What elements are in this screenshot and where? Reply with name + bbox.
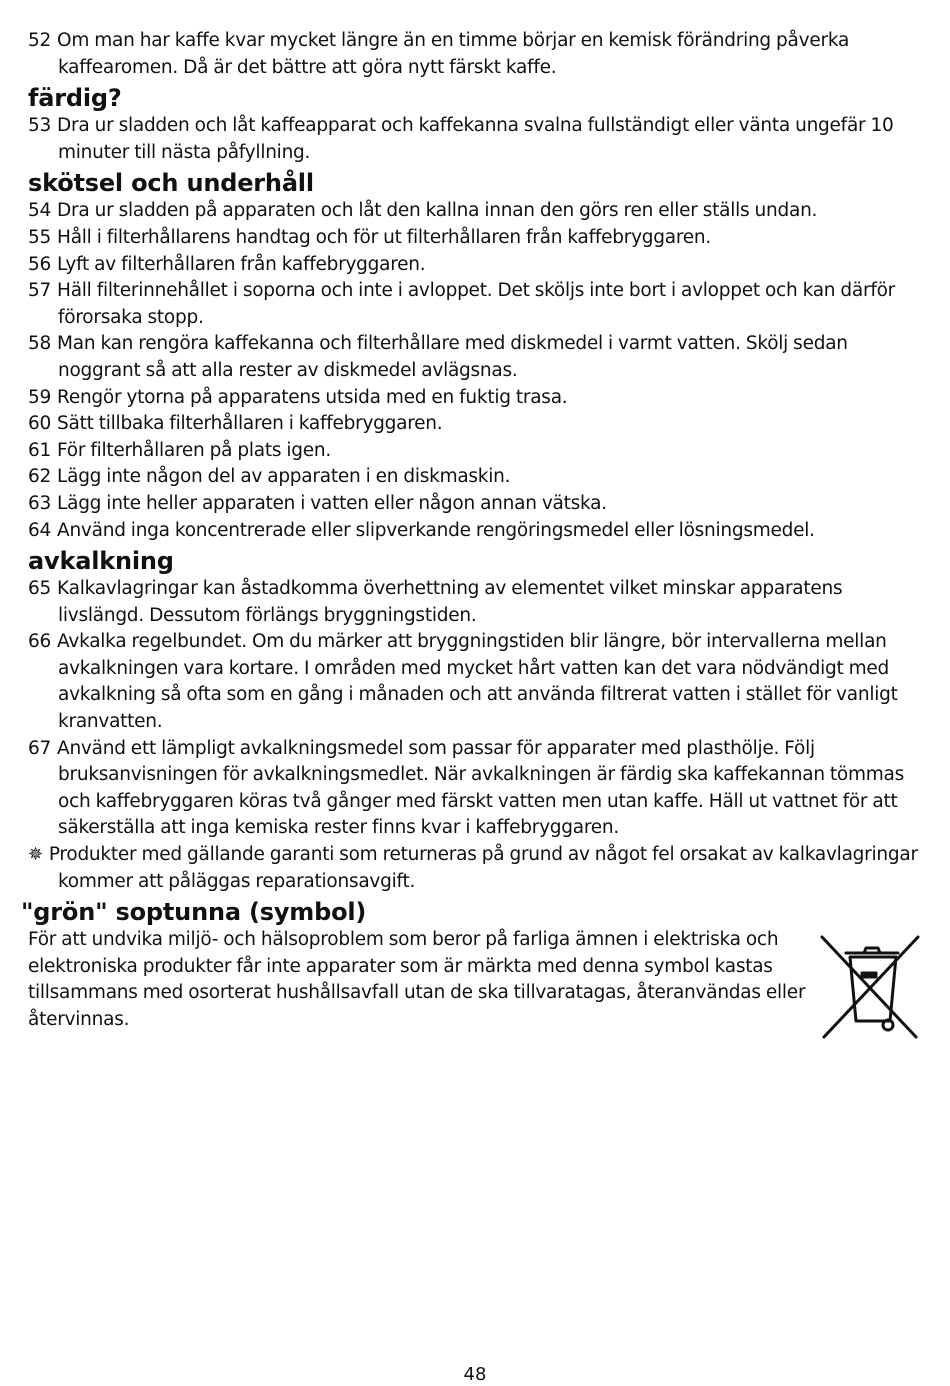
item-number: 56: [28, 253, 52, 275]
list-item-57: [28, 278, 923, 331]
item-number: 54: [28, 200, 52, 222]
item-number: 60: [28, 413, 52, 435]
section-care: [28, 168, 923, 544]
item-number: 53: [28, 115, 52, 137]
item-text: Rengör ytorna på apparatens utsida med en fuktig trasa.: [57, 386, 568, 408]
section-freshness: [28, 28, 923, 81]
weee-text: För att undvika miljö- och hälsoproblem som beror på farliga ämnen i elektriska och elektroniska produkter får inte apparater som är märkta med denna symbol kastas tillsammans med osorterat hushållsavfall utan de ska tillvaratagas, återanvändas eller återvinnas.: [28, 929, 806, 1030]
item-number: 64: [28, 519, 52, 541]
item-number: 58: [28, 333, 52, 355]
item-number: 57: [28, 280, 52, 302]
heading-done: färdig?: [28, 84, 122, 113]
document-page: [21, 28, 923, 1034]
page-number: 48: [463, 1364, 487, 1385]
item-number: 67: [28, 737, 52, 759]
item-text: Kalkavlagringar kan åstadkomma överhettning av elementet vilket minskar apparatens livslängd. Dessutom förlängs bryggningstiden.: [57, 578, 843, 626]
item-text: Använd ett lämpligt avkalkningsmedel som passar för apparater med plasthölje. Följ bruksanvisningen för avkalkningsmedlet. När avkalkningen är färdig ska kaffekannan tömmas och kaffebryggaren köras två gånger med färskt vatten men utan kaffe. Häll ut vattnet för att säkerställa att inga kemiska rester finns kvar i kaffebryggaren.: [57, 737, 905, 839]
heading-weee: "grön" soptunna (symbol): [21, 898, 367, 927]
item-text: Lägg inte heller apparaten i vatten eller någon annan vätska.: [57, 492, 607, 514]
list-item-58: [28, 331, 923, 384]
item-number: 55: [28, 226, 52, 248]
item-text: Lägg inte någon del av apparaten i en diskmaskin.: [57, 466, 511, 488]
list-item-66: [28, 629, 923, 735]
item-text: Lyft av filterhållaren från kaffebryggaren.: [57, 253, 426, 275]
list-item-54: [28, 198, 923, 225]
item-number: 59: [28, 386, 52, 408]
item-text: Man kan rengöra kaffekanna och filterhållare med diskmedel i varmt vatten. Skölj sedan noggrant så att alla rester av diskmedel avlägsnas.: [57, 333, 848, 381]
list-item-65: [28, 576, 923, 629]
list-item-63: [28, 491, 923, 518]
heading-descaling: avkalkning: [28, 547, 174, 576]
item-text: Håll i filterhållarens handtag och för ut filterhållaren från kaffebryggaren.: [57, 226, 712, 248]
list-item-59: [28, 385, 923, 412]
list-item-62: [28, 464, 923, 491]
starburst-icon: ✵: [28, 844, 43, 866]
list-item-67: [28, 736, 923, 842]
item-text: Om man har kaffe kvar mycket längre än en timme börjar en kemisk förändring påverka kaffearomen. Då är det bättre att göra nytt färskt kaffe.: [57, 30, 850, 78]
section-descaling: [28, 546, 923, 895]
item-text: För filterhållaren på plats igen.: [57, 439, 331, 461]
list-item-55: [28, 225, 923, 252]
item-text: Dra ur sladden och låt kaffeapparat och kaffekanna svalna fullständigt eller vänta ungefär 10 minuter till nästa påfyllning.: [57, 115, 894, 163]
item-number: 65: [28, 578, 52, 600]
item-number: 52: [28, 30, 52, 51]
item-text: Häll filterinnehållet i soporna och inte i avloppet. Det sköljs inte bort i avloppet och kan därför förorsaka stopp.: [57, 280, 896, 328]
list-item-64: [28, 518, 923, 545]
heading-care: skötsel och underhåll: [28, 169, 314, 198]
item-number: 62: [28, 466, 52, 488]
list-item-60: [28, 411, 923, 438]
list-item-52: [28, 28, 923, 81]
item-text: Dra ur sladden på apparaten och låt den kallna innan den görs ren eller ställs undan.: [57, 200, 818, 222]
note-text: Produkter med gällande garanti som returneras på grund av något fel orsakat av kalkavlagringar kommer att påläggas reparationsavgift.: [48, 844, 918, 892]
section-weee: [21, 897, 923, 1033]
section-done: [28, 83, 923, 166]
list-item-56: [28, 252, 923, 279]
item-number: 61: [28, 439, 52, 461]
list-item-61: [28, 438, 923, 465]
item-number: 66: [28, 631, 52, 653]
item-text: Sätt tillbaka filterhållaren i kaffebryggaren.: [57, 413, 443, 435]
item-text: Avkalka regelbundet. Om du märker att bryggningstiden blir längre, bör intervallerna mellan avkalkningen vara kortare. I områden med mycket hårt vatten kan det vara nödvändigt med avkalkning så ofta som en gång i månaden och att använda filtrerat vatten i stället för vanligt kranvatten.: [57, 631, 898, 733]
warranty-note: [28, 842, 923, 895]
list-item-53: [28, 113, 923, 166]
crossed-out-wheelie-bin-icon: [818, 933, 922, 1045]
item-number: 63: [28, 492, 52, 514]
item-text: Använd inga koncentrerade eller slipverkande rengöringsmedel eller lösningsmedel.: [57, 519, 815, 541]
